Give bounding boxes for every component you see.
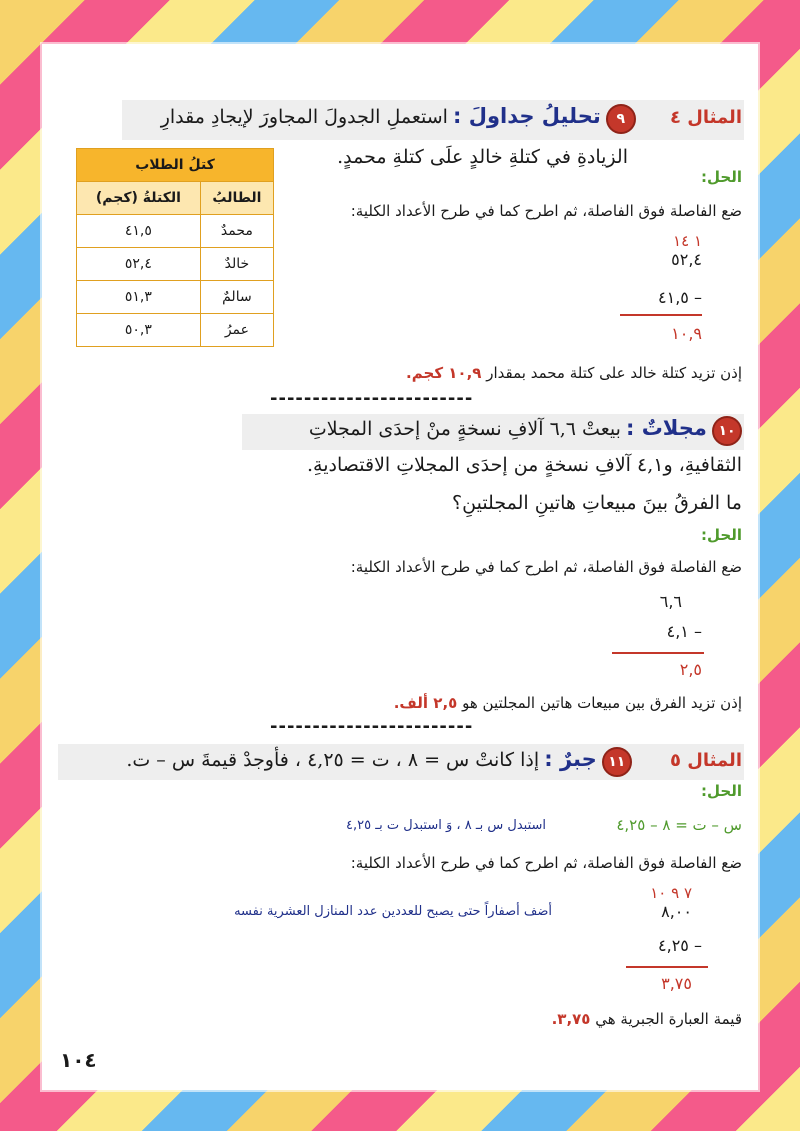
problem-text-line2: الثقافيةِ، و٤,١ آلافِ نسخةٍ من إحدَى المجلاتِ الاقتصاديةِ. (307, 454, 742, 476)
zero-padding-note: أضف أصفاراً حتى يصبح للعددين عدد المنازل العشرية نفسه (234, 904, 552, 919)
table-row: خالدٌ ٥٢,٤ (77, 248, 274, 281)
subtrahend: ٤,٢٥ – (658, 936, 702, 955)
problem10-header (182, 416, 742, 446)
result: ٣,٧٥ (661, 974, 692, 993)
example4-header (112, 104, 742, 134)
instruction-text: ضع الفاصلة فوق الفاصلة، ثم اطرح كما في طرح الأعداد الكلية: (350, 854, 742, 872)
conclusion: إذن تزيد كتلة خالد على كتلة محمد بمقدار ١٠,٩ كجم. (406, 364, 742, 382)
problem-number-badge: ٩ (606, 104, 636, 134)
borrow-digits: ١ ١٤ (673, 232, 702, 250)
table-row: عمرُ ٥٠,٣ (77, 314, 274, 347)
problem-text-line1: استعملِ الجدولَ المجاورَ لإيجادِ مقدارِ (160, 106, 448, 128)
problem-text-line2: الزيادةِ في كتلةِ خالدٍ علَى كتلةِ محمدٍ. (337, 146, 628, 168)
student-mass-table (76, 148, 274, 347)
result: ٢,٥ (679, 660, 702, 679)
instruction-text: ضع الفاصلة فوق الفاصلة، ثم اطرح كما في طرح الأعداد الكلية: (350, 558, 742, 576)
table-header-mass: الكتلةُ (كجم) (77, 182, 201, 215)
problem-title: تحليلُ جداولَ : (453, 104, 601, 128)
minuend: ٦,٦ (659, 592, 682, 611)
subtraction-line (612, 652, 704, 654)
subtraction-line (620, 314, 702, 316)
separator: ------------------------ (270, 388, 474, 409)
solution-label: الحل: (701, 526, 742, 544)
table-title: كتلُ الطلاب (77, 149, 274, 182)
page-number: ١٠٤ (60, 1048, 97, 1072)
solution-label: الحل: (701, 168, 742, 186)
problem-text-line3: ما الفرقُ بينَ مبيعاتِ هاتينِ المجلتينِ؟ (452, 492, 742, 514)
problem-title: مجلاتٌ : (626, 416, 707, 440)
example-label: المثال ٥ (670, 750, 742, 771)
page-sheet (42, 44, 758, 1090)
conclusion: قيمة العبارة الجبرية هي ٣,٧٥. (551, 1010, 742, 1028)
problem-text: إذا كانتْ س = ٨ ، ت = ٤,٢٥ ، فأوجدْ قيمةَ س – ت. (126, 749, 540, 771)
substitution-note: استبدل س بـ ٨ ، وَ استبدل ت بـ ٤,٢٥ (346, 818, 546, 833)
separator: ------------------------ (270, 716, 474, 737)
result: ١٠,٩ (671, 324, 702, 343)
table-row: محمدٌ ٤١,٥ (77, 215, 274, 248)
problem-number-badge: ١٠ (712, 416, 742, 446)
solution-label: الحل: (701, 782, 742, 800)
table-header-student: الطالبُ (200, 182, 273, 215)
minuend: ٥٢,٤ (671, 250, 702, 269)
instruction-text: ضع الفاصلة فوق الفاصلة، ثم اطرح كما في طرح الأعداد الكلية: (350, 202, 742, 220)
table-row: سالمٌ ٥١,٣ (77, 281, 274, 314)
conclusion: إذن تزيد الفرق بين مبيعات هاتين المجلتين هو ٢,٥ ألف. (393, 694, 742, 712)
subtrahend: ٤١,٥ – (658, 288, 702, 307)
minuend: ٨,٠٠ (661, 902, 692, 921)
substitution-expression: س – ت = ٨ – ٤,٢٥ (616, 816, 742, 834)
subtrahend: ٤,١ – (666, 622, 702, 641)
borrow-digits: ٧ ٩ ١٠ (650, 884, 692, 902)
problem-number-badge: ١١ (602, 747, 632, 777)
example5-header (52, 747, 742, 777)
subtraction-line (626, 966, 708, 968)
problem-text-line1: بيعتْ ٦,٦ آلافِ نسخةٍ منْ إحدَى المجلاتِ (308, 418, 621, 440)
problem-title: جبرٌ : (544, 747, 597, 771)
example-label: المثال ٤ (670, 107, 742, 128)
